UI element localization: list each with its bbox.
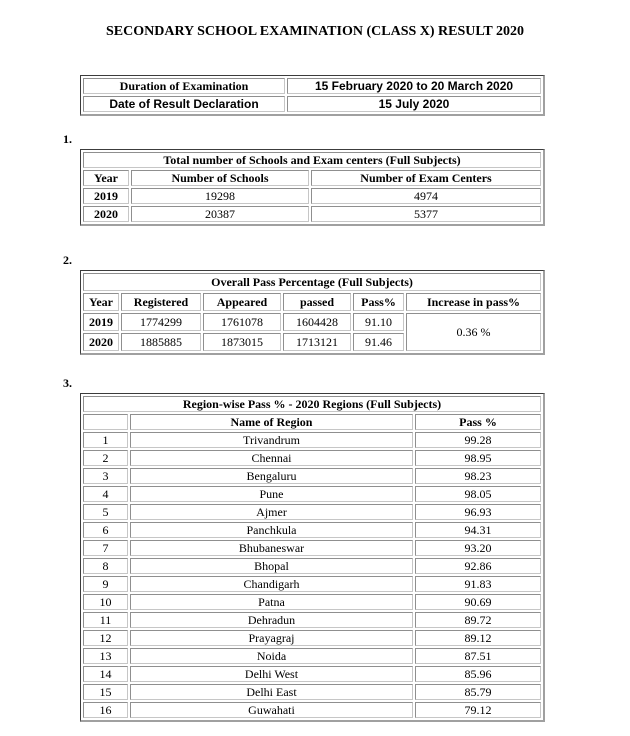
info-label-duration: Duration of Examination [83, 78, 285, 94]
centers-cell: 5377 [311, 206, 541, 222]
schools-table-caption: Total number of Schools and Exam centers (Full Subjects) [83, 152, 541, 168]
col-header-region-pass-pct: Pass % [415, 414, 541, 430]
table-row [83, 78, 541, 94]
table-header-row [83, 170, 541, 186]
table-row [83, 576, 541, 592]
region-sno-cell: 3 [83, 468, 128, 484]
region-name-cell: Delhi West [130, 666, 413, 682]
region-pass-pct-cell: 99.28 [415, 432, 541, 448]
region-sno-cell: 4 [83, 486, 128, 502]
schools-cell: 20387 [131, 206, 309, 222]
table-row [83, 612, 541, 628]
registered-cell: 1774299 [121, 313, 201, 331]
region-sno-cell: 13 [83, 648, 128, 664]
col-header-centers: Number of Exam Centers [311, 170, 541, 186]
year-cell: 2019 [83, 313, 119, 331]
table-caption-row [83, 152, 541, 168]
centers-cell: 4974 [311, 188, 541, 204]
table-row [83, 666, 541, 682]
region-sno-cell: 2 [83, 450, 128, 466]
info-value-duration: 15 February 2020 to 20 March 2020 [287, 78, 541, 94]
section-1-number: 1. [63, 132, 72, 146]
table-row [83, 630, 541, 646]
region-sno-cell: 8 [83, 558, 128, 574]
schools-cell: 19298 [131, 188, 309, 204]
region-pass-pct-cell: 85.96 [415, 666, 541, 682]
pass-table-caption: Overall Pass Percentage (Full Subjects) [83, 273, 541, 291]
region-table-caption: Region-wise Pass % - 2020 Regions (Full Subjects) [83, 396, 541, 412]
region-name-cell: Delhi East [130, 684, 413, 700]
region-pass-pct-cell: 85.79 [415, 684, 541, 700]
appeared-cell: 1761078 [203, 313, 281, 331]
table-row [83, 206, 541, 222]
region-sno-cell: 5 [83, 504, 128, 520]
section-2-number: 2. [63, 253, 72, 267]
region-name-cell: Pune [130, 486, 413, 502]
table-row [83, 188, 541, 204]
region-sno-cell: 9 [83, 576, 128, 592]
exam-info-table [80, 75, 545, 116]
region-sno-cell: 10 [83, 594, 128, 610]
pass-pct-cell: 91.10 [353, 313, 404, 331]
table-row [83, 486, 541, 502]
table-row [83, 522, 541, 538]
info-value-declaration: 15 July 2020 [287, 96, 541, 112]
col-header-passed: passed [283, 293, 351, 311]
region-pass-pct-cell: 87.51 [415, 648, 541, 664]
col-header-sno [83, 414, 128, 430]
region-name-cell: Guwahati [130, 702, 413, 718]
table-row [83, 504, 541, 520]
table-row [83, 594, 541, 610]
region-pass-pct-cell: 98.05 [415, 486, 541, 502]
region-pass-pct-cell: 98.95 [415, 450, 541, 466]
regions-table-body [83, 432, 541, 718]
table-row [83, 313, 541, 331]
region-pass-pct-cell: 89.12 [415, 630, 541, 646]
region-name-cell: Bengaluru [130, 468, 413, 484]
pass-pct-cell: 91.46 [353, 333, 404, 351]
region-pass-pct-cell: 89.72 [415, 612, 541, 628]
table-row [83, 468, 541, 484]
region-name-cell: Noida [130, 648, 413, 664]
table-row [83, 684, 541, 700]
table-row [83, 540, 541, 556]
col-header-appeared: Appeared [203, 293, 281, 311]
col-header-schools: Number of Schools [131, 170, 309, 186]
region-sno-cell: 12 [83, 630, 128, 646]
region-sno-cell: 7 [83, 540, 128, 556]
year-cell: 2020 [83, 206, 129, 222]
table-row [83, 558, 541, 574]
region-name-cell: Trivandrum [130, 432, 413, 448]
region-pass-pct-cell: 79.12 [415, 702, 541, 718]
info-label-declaration: Date of Result Declaration [83, 96, 285, 112]
col-header-increase: Increase in pass% [406, 293, 541, 311]
table-header-row [83, 414, 541, 430]
year-cell: 2019 [83, 188, 129, 204]
passed-cell: 1713121 [283, 333, 351, 351]
region-sno-cell: 16 [83, 702, 128, 718]
table-header-row [83, 293, 541, 311]
col-header-year: Year [83, 293, 119, 311]
region-pass-pct-cell: 91.83 [415, 576, 541, 592]
region-pass-pct-cell: 94.31 [415, 522, 541, 538]
table-row [83, 432, 541, 448]
increase-in-pass-cell: 0.36 % [406, 313, 541, 351]
region-sno-cell: 6 [83, 522, 128, 538]
page-title: SECONDARY SCHOOL EXAMINATION (CLASS X) RESULT 2020 [105, 24, 525, 39]
year-cell: 2020 [83, 333, 119, 351]
region-name-cell: Chennai [130, 450, 413, 466]
registered-cell: 1885885 [121, 333, 201, 351]
col-header-region-name: Name of Region [130, 414, 413, 430]
region-name-cell: Panchkula [130, 522, 413, 538]
section-3-number: 3. [63, 376, 72, 390]
region-name-cell: Prayagraj [130, 630, 413, 646]
region-name-cell: Bhubaneswar [130, 540, 413, 556]
col-header-pass-pct: Pass% [353, 293, 404, 311]
table-row [83, 648, 541, 664]
region-sno-cell: 1 [83, 432, 128, 448]
table-row [83, 96, 541, 112]
col-header-year: Year [83, 170, 129, 186]
region-pass-pct-cell: 98.23 [415, 468, 541, 484]
overall-pass-percentage-table [80, 270, 545, 355]
region-name-cell: Chandigarh [130, 576, 413, 592]
table-row [83, 450, 541, 466]
col-header-registered: Registered [121, 293, 201, 311]
appeared-cell: 1873015 [203, 333, 281, 351]
region-pass-pct-cell: 96.93 [415, 504, 541, 520]
region-pass-pct-cell: 90.69 [415, 594, 541, 610]
region-wise-pass-table [80, 393, 545, 722]
schools-exam-centers-table [80, 149, 545, 226]
table-caption-row [83, 273, 541, 291]
passed-cell: 1604428 [283, 313, 351, 331]
region-sno-cell: 15 [83, 684, 128, 700]
region-name-cell: Ajmer [130, 504, 413, 520]
region-sno-cell: 11 [83, 612, 128, 628]
region-sno-cell: 14 [83, 666, 128, 682]
region-pass-pct-cell: 93.20 [415, 540, 541, 556]
region-name-cell: Bhopal [130, 558, 413, 574]
table-caption-row [83, 396, 541, 412]
region-pass-pct-cell: 92.86 [415, 558, 541, 574]
region-name-cell: Patna [130, 594, 413, 610]
table-row [83, 702, 541, 718]
region-name-cell: Dehradun [130, 612, 413, 628]
